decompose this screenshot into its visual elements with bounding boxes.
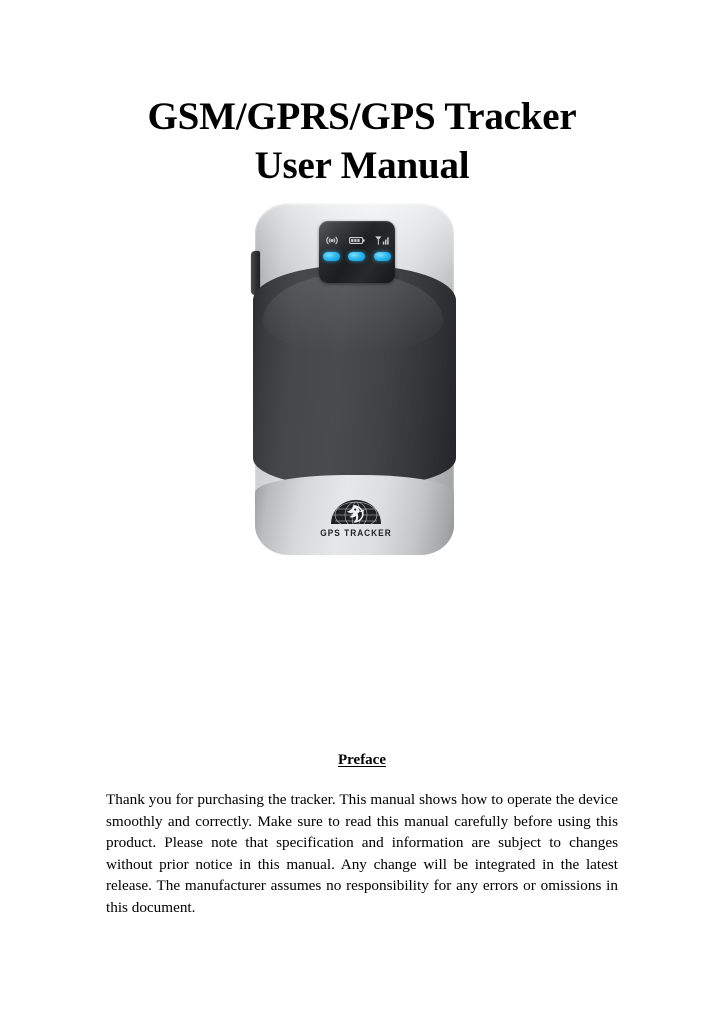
wireless-signal-icon bbox=[323, 235, 341, 246]
tracker-device bbox=[253, 203, 458, 555]
device-rubber-band bbox=[253, 265, 456, 487]
preface-paragraph: Thank you for purchasing the tracker. This manual shows how to operate the device smoothly and correctly. Make sure to read this manual carefully before using this product. Please note that specification and information are subject to changes without prior notice in this manual. Any change will be integrated in the latest release. The manufacturer assumes no responsibility for any errors or omissions in this document. bbox=[106, 791, 618, 916]
device-illustration bbox=[253, 203, 458, 558]
eagle-globe-logo-icon bbox=[328, 499, 384, 527]
preface-heading-text: Preface bbox=[337, 752, 387, 768]
title-line-2: User Manual bbox=[254, 144, 470, 187]
indicator-led-row bbox=[319, 252, 395, 261]
antenna-signal-icon bbox=[373, 235, 391, 246]
led-indicator-3 bbox=[374, 252, 391, 261]
led-indicator-1 bbox=[323, 252, 340, 261]
led-indicator-2 bbox=[348, 252, 365, 261]
preface-heading bbox=[106, 751, 618, 769]
logo-brand-text: GPS TRACKER bbox=[320, 528, 392, 538]
battery-icon bbox=[348, 235, 366, 246]
gps-tracker-logo bbox=[315, 499, 397, 538]
page-title bbox=[106, 92, 618, 190]
title-line-1: GSM/GPRS/GPS Tracker bbox=[147, 95, 577, 138]
device-indicator-panel bbox=[319, 221, 395, 283]
indicator-icon-row bbox=[319, 235, 395, 246]
